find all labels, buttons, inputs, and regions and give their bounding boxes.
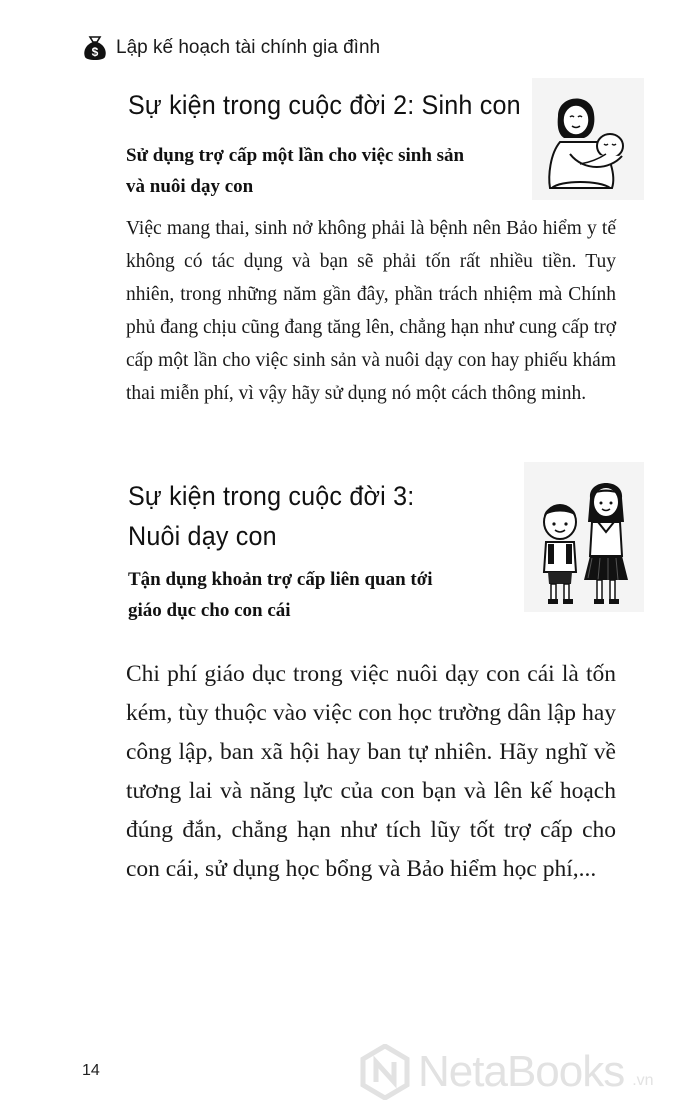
section-2-subtitle xyxy=(128,564,433,626)
money-bag-icon xyxy=(82,34,108,62)
svg-text:$: $ xyxy=(91,45,99,59)
section-2-body: Chi phí giáo dục trong việc nuôi dạy con cái là tốn kém, tùy thuộc vào việc con học trường dân lập hay công lập, ban xã hội hay ban tự nhiên. Hãy nghĩ về tương lai và năng lực của con bạn và lên kế hoạch đúng đắn, chẳng hạn như tích lũy tốt trợ cấp cho con cái, sử dụng học bổng và Bảo hiểm học phí,... xyxy=(126,661,616,882)
running-header xyxy=(82,34,380,62)
watermark-suffix: .vn xyxy=(632,1072,654,1089)
section-2-title-line-1: Sự kiện trong cuộc đời 3: xyxy=(128,481,415,511)
section-1-subtitle-line-2: và nuôi dạy con xyxy=(126,176,254,197)
header-title: Lập kế hoạch tài chính gia đình xyxy=(116,37,381,58)
section-2-subtitle-line-2: giáo dục cho con cái xyxy=(128,600,291,621)
section-2-subtitle-line-1: Tận dụng khoản trợ cấp liên quan tới xyxy=(128,569,433,590)
section-1-title: Sự kiện trong cuộc đời 2: Sinh con xyxy=(128,90,521,120)
mother-baby-illustration xyxy=(540,84,640,196)
watermark xyxy=(360,1044,654,1100)
section-1-subtitle-line-1: Sử dụng trợ cấp một lần cho việc sinh sản xyxy=(126,145,465,166)
page-number: 14 xyxy=(82,1062,100,1079)
netabooks-logo-icon xyxy=(360,1044,410,1100)
section-2-title-line-2: Nuôi dạy con xyxy=(128,521,277,551)
section-1-body-text: Việc mang thai, sinh nở không phải là bệnh nên Bảo hiểm y tế không có tác dụng và bạn sẽ phải tốn rất nhiều tiền. Tuy nhiên, trong những năm gần đây, phần trách nhiệm mà Chính phủ đang chịu cũng đang tăng lên, chẳng hạn như cung cấp trợ cấp một lần cho việc sinh sản và nuôi dạy con hay phiếu khám thai miễn phí, vì vậy hãy sử dụng nó một cách thông minh. xyxy=(126,218,616,404)
section-1-subtitle xyxy=(126,140,464,202)
watermark-brand: NetaBooks xyxy=(418,1047,625,1096)
school-children-illustration xyxy=(528,472,640,612)
section-1-body xyxy=(126,212,616,410)
section-2-title xyxy=(128,476,414,556)
